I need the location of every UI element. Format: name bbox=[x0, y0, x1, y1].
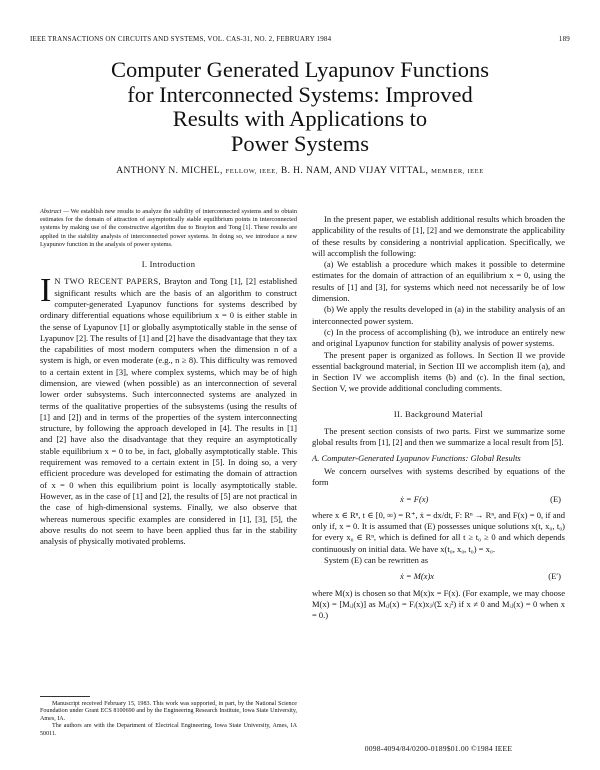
author-michel-title: FELLOW, IEEE, bbox=[225, 168, 279, 175]
equation-e-label: (E) bbox=[550, 493, 561, 504]
running-header bbox=[30, 35, 570, 47]
title-line-4: Power Systems bbox=[230, 130, 370, 156]
equation-e-prime bbox=[312, 571, 565, 582]
item-c-paragraph: (c) In the process of accomplishing (b), we introduce an entirely new and original Lyapunov function for stability analysis of power systems. bbox=[312, 326, 565, 349]
background-intro-paragraph: The present section consists of two parts. First we summarize some global results from [1], [2] and then we summarize a local result from [5]. bbox=[312, 426, 565, 448]
equation-e-body: ẋ = F(x) bbox=[400, 493, 429, 504]
subsection-heading-a: A. Computer-Generated Lyapunov Functions: Global Results bbox=[312, 452, 521, 463]
footnote-rule bbox=[40, 696, 90, 697]
equation-e-prime-label: (E′) bbox=[548, 571, 561, 582]
present-paper-paragraph: In the present paper, we establish additional results which broaden the applicability of the results of [1], [2] and we demonstrate the applicability of these results by considering a nontrivial application. Specifically, we will accomplish the following: bbox=[312, 214, 565, 258]
footnote bbox=[40, 696, 297, 738]
rewrite-paragraph: System (E) can be rewritten as bbox=[324, 555, 429, 566]
footnote-affiliation: The authors are with the Department of Electrical Engineering, Iowa State University, Ames, IA 50011. bbox=[40, 723, 297, 737]
equation-e-prime-body: ẋ = M(x)x bbox=[400, 571, 435, 582]
left-column bbox=[40, 208, 297, 547]
intro-text: Brayton and Tong [1], [2] established significant results which are the basis of an algorithm to construct computer-generated Lyapunov functions for systems described by ordinary differential equations whose equilibrium x = 0 is either stable in the sense of Lyapunov [1] or globally asymptotically stable in the sense of Lyapunov [2]. The results of [1] and [2] have the disadvantage that they tax the capabilities of most modern computers when the dimension n of a system is high, or even moderate (e.g., n ≥ 8). This difficulty was removed to a certain extent in [3], where complex systems, which may be of high dimension, are viewed (when possible) as an interconnection of several lower order subsystems. Such interconnected systems are analyzed in terms of the qualitative properties of the subsystems (using the results of [1] and [2]) and in terms of the properties of the system interconnecting structure, by following the approach developed in [4]. The results in [1] and [2] have also the disadvantage that they require an asymptotically stable equilibrium x = 0 to be, in fact, globally asymptotically stable. This requirement was removed to a certain extent in [5]. In doing so, a very efficient procedure was developed for estimating the domain of attraction of x = 0 when this equilibrium point is locally asymptotically stable. However, as in the case of [1] and [2], the results of [5] are not practical in the case of high-dimensional systems. Finally, we also observe that whereas numerous specific examples are considered in [1], [3], [5], the above results do not seem to have been applied thus far in the stability analysis of physically motivated problems. bbox=[40, 276, 297, 547]
author-nam: B. H. NAM, bbox=[280, 166, 333, 176]
footnote-manuscript: Manuscript received February 15, 1983. This work was supported, in part, by the National Science Foundation under Grant ECS 8100690 and by the Engineering Research Institute, Iowa State University, Ames, IA. bbox=[40, 701, 297, 722]
journal-name: IEEE TRANSACTIONS ON CIRCUITS AND SYSTEMS, VOL. CAS-31, NO. 2, FEBRUARY 1984 bbox=[30, 35, 332, 43]
item-b-paragraph: (b) We apply the results developed in (a) in the stability analysis of an interconnected power system. bbox=[312, 304, 565, 326]
page-number: 189 bbox=[558, 35, 570, 43]
author-vittal: AND VIJAY VITTAL, bbox=[334, 166, 429, 176]
abstract-text: We establish new results to analyze the stability of interconnected systems and to obtain estimates for the domain of attraction of asymptotically stable equilibrium points in interconnected systems by making use of the constructive algorithm due to Brayton and Tong [1]. These results are applied in the stability analysis of interconnected power systems. In doing so, we introduce a new Lyapunov function in the analysis of power systems. bbox=[40, 208, 297, 248]
title-line-2: for Interconnected Systems: Improved bbox=[127, 81, 473, 107]
abstract-label: Abstract — bbox=[40, 208, 69, 215]
copyright-line: 0098-4094/84/0200-0189$01.00 ©1984 IEEE bbox=[364, 744, 513, 753]
title-line-3: Results with Applications to bbox=[172, 106, 428, 131]
abstract bbox=[40, 208, 297, 249]
author-vittal-title: MEMBER, IEEE bbox=[431, 168, 484, 175]
right-column bbox=[312, 214, 565, 622]
intro-lead-caps: N TWO RECENT PAPERS, bbox=[54, 276, 161, 287]
systems-paragraph: We concern ourselves with systems described by equations of the form bbox=[312, 465, 565, 488]
equation-e bbox=[312, 494, 565, 505]
section-heading-introduction: I. Introduction bbox=[141, 259, 196, 270]
matrix-paragraph: where M(x) is chosen so that M(x)x = F(x). (For example, we may choose M(x) = [Mᵢⱼ(x)] as Mᵢⱼ(x) = Fᵢ(x)xⱼ/(Σ xⱼ²) if x ≠ 0 and Mᵢⱼ(x) = 0 when x = 0.) bbox=[312, 587, 565, 621]
paper-title bbox=[30, 58, 570, 156]
item-a-paragraph: (a) We establish a procedure which makes it possible to determine estimates for the domain of attraction of an equilibrium x = 0, using the results of [1] and [3], for systems which need not necessarily be of low dimension. bbox=[312, 259, 565, 304]
organization-paragraph: The present paper is organized as follows. In Section II we provide essential background material, in Section III we accomplish item (a), and in Section IV we accomplish items (b) and (c). In the final section, Section V, we provide additional concluding comments. bbox=[312, 349, 565, 394]
intro-paragraph bbox=[40, 272, 297, 547]
title-line-1: Computer Generated Lyapunov Functions bbox=[110, 57, 490, 82]
author-michel: ANTHONY N. MICHEL, bbox=[116, 166, 223, 176]
section-heading-background: II. Background Material bbox=[393, 408, 484, 419]
drop-cap: I bbox=[40, 272, 52, 310]
where-paragraph: where x ∈ Rⁿ, t ∈ [0, ∞) = R⁺, ẋ = dx/dt, F: Rⁿ → Rⁿ, and F(x) = 0, if and only if, x = 0. It is assumed that (E) possesses unique solutions x(t, x₀, t₀) for every x₀ ∈ Rⁿ, which is defined for all t ≥ t₀ ≥ 0 and which depends continuously on initial data. We have x(t₀, x₀, t₀) = x₀. bbox=[312, 509, 565, 554]
author-line bbox=[30, 166, 570, 176]
